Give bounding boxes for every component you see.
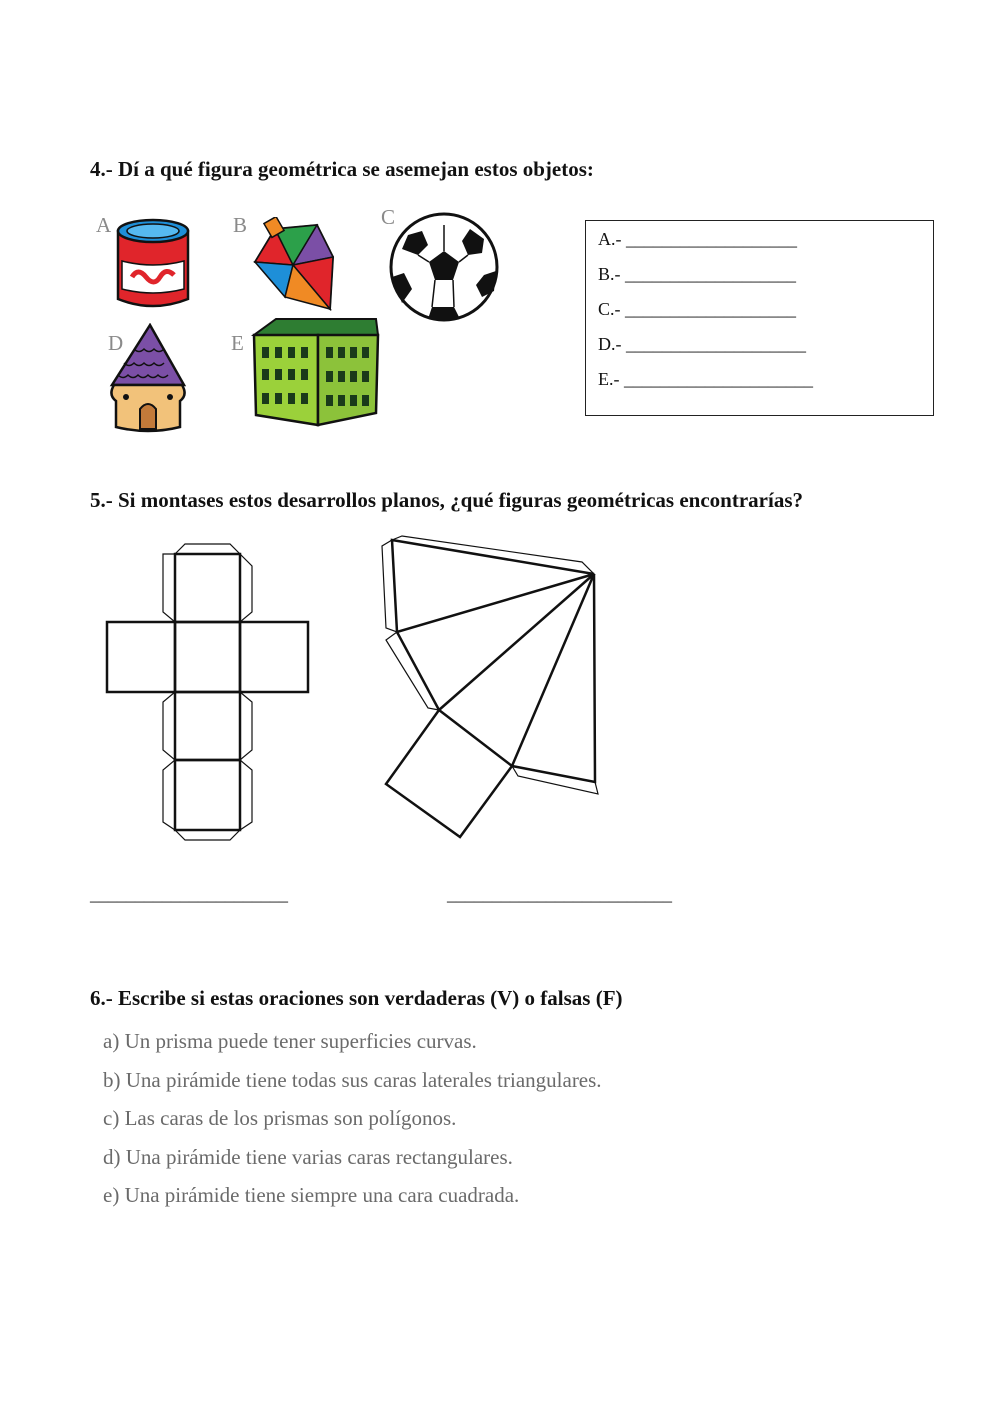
statement-e: e) Una pirámide tiene siempre una cara cuadrada.	[103, 1183, 520, 1207]
statement-list	[103, 1022, 602, 1215]
statement-a: a) Un prisma puede tener superficies curvas.	[103, 1029, 477, 1053]
answer-line-e[interactable]: E.- _____________________	[598, 369, 813, 389]
answer-line-d[interactable]: D.- ____________________	[598, 334, 806, 354]
statement-d: d) Una pirámide tiene varias caras rectangulares.	[103, 1144, 513, 1169]
net-answer-line-2[interactable]: _________________________	[447, 884, 672, 904]
answer-box	[585, 220, 934, 416]
statement-c: c) Las caras de los prismas son polígonos.	[103, 1106, 457, 1130]
tower-cone-roof-icon	[104, 323, 190, 433]
question-4-title: 4.- Dí a qué figura geométrica se asemejan estos objetos:	[90, 157, 594, 181]
object-letter-a: A	[96, 213, 112, 237]
statement-b: b) Una pirámide tiene todas sus caras laterales triangulares.	[103, 1067, 602, 1092]
answer-line-a[interactable]: A.- ___________________	[598, 229, 797, 249]
object-letter-b: B	[233, 213, 248, 237]
flat-nets	[90, 532, 610, 852]
net-answer-line-1[interactable]: ______________________	[90, 884, 288, 904]
object-letter-c: C	[381, 205, 396, 229]
building-icon	[250, 317, 380, 429]
question-5-title: 5.- Si montases estos desarrollos planos, ¿qué figuras geométricas encontrarías?	[90, 488, 803, 512]
cube-net-icon	[90, 532, 320, 852]
answer-line-c[interactable]: C.- ___________________	[598, 299, 796, 319]
soccer-ball-icon	[388, 211, 500, 323]
spinning-top-icon	[245, 217, 340, 312]
object-letter-d: D	[108, 331, 124, 355]
answer-line-b[interactable]: B.- ___________________	[598, 264, 796, 284]
question-6-title: 6.- Escribe si estas oraciones son verdaderas (V) o falsas (F)	[90, 986, 623, 1010]
objects-illustrations	[90, 205, 510, 435]
can-icon	[112, 213, 194, 313]
object-letter-e: E	[231, 331, 244, 355]
pyramid-net-icon	[372, 532, 602, 852]
